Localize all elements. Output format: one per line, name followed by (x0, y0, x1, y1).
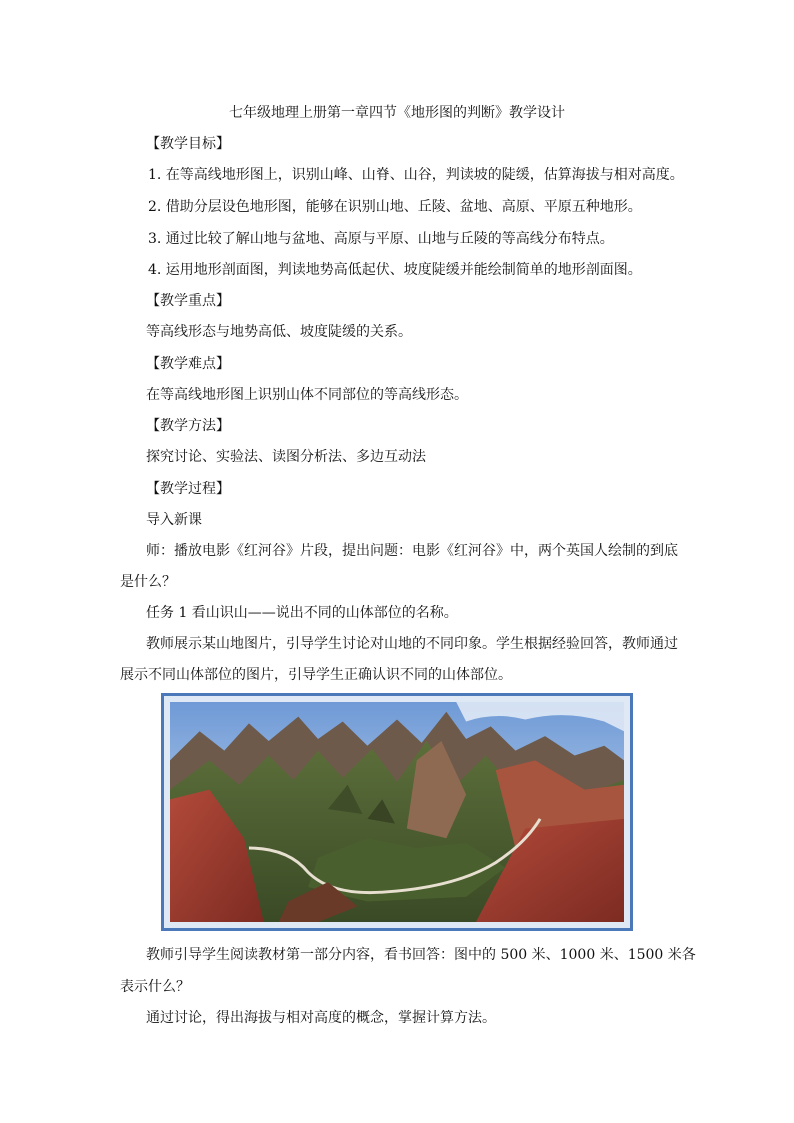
paragraph-2-line-1: 教师展示某山地图片，引导学生讨论对山地的不同印象。学生根据经验回答，教师通过 (146, 636, 678, 652)
paragraph-1-line-1: 师：播放电影《红河谷》片段，提出问题：电影《红河谷》中，两个英国人绘制的到底 (146, 543, 678, 559)
objective-4: 4. 运用地形剖面图，判读地势高低起伏、坡度陡缓并能绘制简单的地形剖面图。 (148, 262, 642, 278)
difficult-heading: 【教学难点】 (146, 356, 230, 372)
difficult-text: 在等高线地形图上识别山体不同部位的等高线形态。 (146, 387, 468, 403)
paragraph-3-line-1: 教师引导学生阅读教材第一部分内容，看书回答：图中的 500 米、1000 米、1500 米各 (146, 947, 696, 963)
mountain-photo (161, 693, 633, 931)
paragraph-4: 通过讨论，得出海拔与相对高度的概念，掌握计算方法。 (146, 1010, 496, 1026)
paragraph-2-line-2: 展示不同山体部位的图片，引导学生正确认识不同的山体部位。 (120, 667, 512, 683)
task-1: 任务 1 看山识山——说出不同的山体部位的名称。 (146, 605, 458, 621)
key-text: 等高线形态与地势高低、坡度陡缓的关系。 (146, 324, 412, 340)
paragraph-3-line-2: 表示什么？ (120, 979, 190, 995)
objectives-heading: 【教学目标】 (146, 136, 230, 152)
key-heading: 【教学重点】 (146, 293, 230, 309)
paragraph-1-line-2: 是什么？ (120, 574, 176, 590)
process-heading: 【教学过程】 (146, 481, 230, 497)
objective-3: 3. 通过比较了解山地与盆地、高原与平原、山地与丘陵的等高线分布特点。 (148, 231, 614, 247)
method-heading: 【教学方法】 (146, 418, 230, 434)
document-title: 七年级地理上册第一章四节《地形图的判断》教学设计 (229, 105, 565, 121)
method-text: 探究讨论、实验法、读图分析法、多边互动法 (146, 449, 426, 465)
mountain-landscape-image (170, 702, 624, 922)
intro-label: 导入新课 (146, 512, 202, 528)
objective-2: 2. 借助分层设色地形图，能够在识别山地、丘陵、盆地、高原、平原五种地形。 (148, 199, 642, 215)
objective-1: 1. 在等高线地形图上，识别山峰、山脊、山谷，判读坡的陡缓，估算海拔与相对高度。 (148, 167, 684, 183)
